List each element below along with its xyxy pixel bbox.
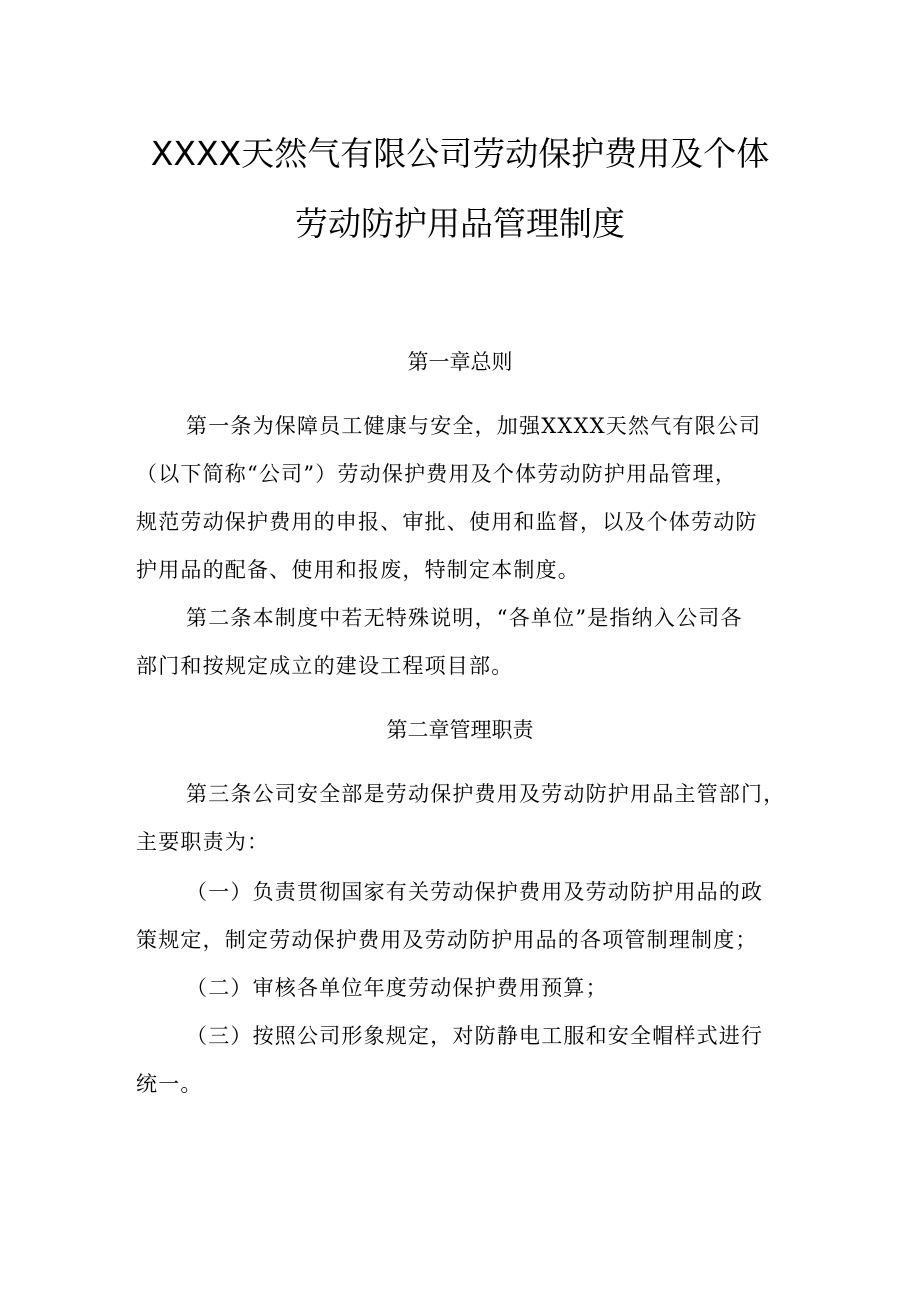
duty-item-1-line-1: （一）负责贯彻国家有关劳动保护费用及劳动防护用品的政: [186, 880, 764, 904]
chapter-heading-1: 第一章总则: [407, 350, 513, 374]
duty-item-3-line-1: （三）按照公司形象规定，对防静电工服和安全帽样式进行: [186, 1024, 764, 1048]
document-title-line-2: 劳动防护用品管理制度: [295, 204, 625, 243]
article-3-line-1: 第三条公司安全部是劳动保护费用及劳动防护用品主管部门，: [186, 782, 786, 806]
article-2-line-1: 第二条本制度中若无特殊说明，“各单位”是指纳入公司各: [186, 606, 743, 630]
duty-item-1-line-2: 策规定，制定劳动保护费用及劳动防护用品的各项管制理制度；: [136, 928, 758, 952]
duty-item-2-line-1: （二）审核各单位年度劳动保护费用预算；: [186, 976, 608, 1000]
article-1-line-4: 护用品的配备、使用和报废，特制定本制度。: [136, 558, 580, 582]
article-3-line-2: 主要职责为：: [136, 830, 270, 854]
document-title-line-1: XXXX天然气有限公司劳动保护费用及个体: [150, 134, 770, 173]
article-1-line-2: （以下简称“公司”）劳动保护费用及个体劳动防护用品管理，: [136, 462, 738, 486]
chapter-heading-2: 第二章管理职责: [386, 718, 534, 742]
article-1-line-1: 第一条为保障员工健康与安全，加强XXXX天然气有限公司: [186, 414, 762, 438]
article-1-line-3: 规范劳动保护费用的申报、审批、使用和监督，以及个体劳动防: [136, 510, 758, 534]
article-2-line-2: 部门和按规定成立的建设工程项目部。: [136, 654, 514, 678]
duty-item-3-line-2: 统一。: [136, 1072, 203, 1096]
